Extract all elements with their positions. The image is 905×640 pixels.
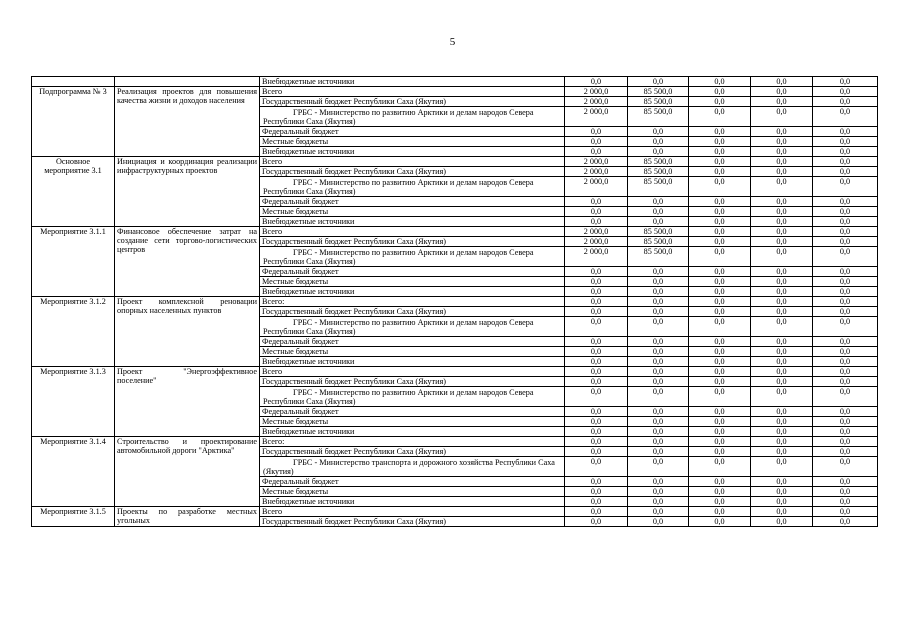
- amount-cell: 2 000,0: [565, 177, 628, 197]
- amount-cell: 0,0: [565, 137, 628, 147]
- amount-cell: 0,0: [751, 107, 813, 127]
- amount-cell: 0,0: [689, 387, 751, 407]
- amount-cell: 0,0: [751, 177, 813, 197]
- amount-cell: 0,0: [565, 297, 628, 307]
- amount-cell: 0,0: [565, 367, 628, 377]
- amount-cell: 2 000,0: [565, 107, 628, 127]
- funding-source: Всего: [260, 87, 565, 97]
- program-name: Проекты по разработке местных угольных: [115, 507, 260, 527]
- amount-cell: 0,0: [628, 297, 689, 307]
- amount-cell: 2 000,0: [565, 247, 628, 267]
- amount-cell: 0,0: [565, 497, 628, 507]
- amount-cell: 0,0: [689, 357, 751, 367]
- amount-cell: 0,0: [689, 267, 751, 277]
- funding-source: ГРБС - Министерство по развитию Арктики и делам народов Севера Республики Саха (Якутия): [260, 317, 565, 337]
- amount-cell: 0,0: [628, 307, 689, 317]
- amount-cell: 0,0: [628, 507, 689, 517]
- program-name: Строительство и проектирование автомобильной дороги "Арктика": [115, 437, 260, 507]
- amount-cell: 0,0: [628, 277, 689, 287]
- amount-cell: 0,0: [751, 97, 813, 107]
- amount-cell: 0,0: [689, 457, 751, 477]
- amount-cell: 85 500,0: [628, 227, 689, 237]
- amount-cell: 0,0: [751, 317, 813, 337]
- amount-cell: 0,0: [628, 267, 689, 277]
- program-name: Реализация проектов для повышения качества жизни и доходов населения: [115, 87, 260, 157]
- amount-cell: 0,0: [751, 77, 813, 87]
- amount-cell: 0,0: [689, 507, 751, 517]
- amount-cell: 0,0: [813, 227, 878, 237]
- amount-cell: 0,0: [813, 347, 878, 357]
- amount-cell: 0,0: [628, 437, 689, 447]
- amount-cell: 0,0: [565, 357, 628, 367]
- amount-cell: 0,0: [813, 387, 878, 407]
- amount-cell: 0,0: [565, 487, 628, 497]
- table-row: [32, 157, 878, 167]
- amount-cell: 0,0: [565, 507, 628, 517]
- amount-cell: 0,0: [628, 197, 689, 207]
- amount-cell: 0,0: [565, 417, 628, 427]
- amount-cell: 0,0: [565, 447, 628, 457]
- amount-cell: 0,0: [628, 77, 689, 87]
- amount-cell: 0,0: [628, 517, 689, 527]
- funding-source: Всего: [260, 157, 565, 167]
- amount-cell: 0,0: [813, 147, 878, 157]
- amount-cell: 0,0: [813, 77, 878, 87]
- amount-cell: 0,0: [689, 517, 751, 527]
- amount-cell: 0,0: [628, 347, 689, 357]
- amount-cell: 0,0: [565, 307, 628, 317]
- amount-cell: 0,0: [565, 277, 628, 287]
- table-row: [32, 507, 878, 517]
- amount-cell: 0,0: [751, 447, 813, 457]
- amount-cell: 0,0: [813, 167, 878, 177]
- amount-cell: 85 500,0: [628, 237, 689, 247]
- amount-cell: 85 500,0: [628, 167, 689, 177]
- amount-cell: 0,0: [628, 407, 689, 417]
- amount-cell: 0,0: [628, 377, 689, 387]
- amount-cell: 0,0: [813, 377, 878, 387]
- amount-cell: 0,0: [813, 477, 878, 487]
- amount-cell: 0,0: [628, 207, 689, 217]
- amount-cell: 0,0: [813, 277, 878, 287]
- amount-cell: 0,0: [751, 157, 813, 167]
- amount-cell: 85 500,0: [628, 97, 689, 107]
- amount-cell: 0,0: [813, 447, 878, 457]
- amount-cell: 0,0: [689, 177, 751, 197]
- amount-cell: 0,0: [628, 127, 689, 137]
- amount-cell: 0,0: [689, 87, 751, 97]
- funding-source: Федеральный бюджет: [260, 267, 565, 277]
- amount-cell: 0,0: [628, 287, 689, 297]
- amount-cell: 0,0: [689, 497, 751, 507]
- amount-cell: 85 500,0: [628, 247, 689, 267]
- funding-source: Государственный бюджет Республики Саха (Якутия): [260, 167, 565, 177]
- amount-cell: 0,0: [628, 477, 689, 487]
- amount-cell: 0,0: [628, 317, 689, 337]
- amount-cell: 2 000,0: [565, 227, 628, 237]
- amount-cell: 0,0: [751, 427, 813, 437]
- amount-cell: 0,0: [751, 357, 813, 367]
- amount-cell: 0,0: [751, 477, 813, 487]
- amount-cell: 0,0: [689, 487, 751, 497]
- amount-cell: 0,0: [813, 197, 878, 207]
- amount-cell: 0,0: [751, 207, 813, 217]
- funding-source: ГРБС - Министерство по развитию Арктики и делам народов Севера Республики Саха (Якутия): [260, 107, 565, 127]
- funding-source: Внебюджетные источники: [260, 427, 565, 437]
- amount-cell: 0,0: [813, 87, 878, 97]
- amount-cell: 0,0: [689, 277, 751, 287]
- amount-cell: 0,0: [565, 287, 628, 297]
- program-name: Проект комплексной реновации опорных населенных пунктов: [115, 297, 260, 367]
- amount-cell: 0,0: [751, 497, 813, 507]
- program-code: [32, 77, 115, 87]
- funding-source: Внебюджетные источники: [260, 357, 565, 367]
- amount-cell: 0,0: [689, 197, 751, 207]
- amount-cell: 0,0: [751, 377, 813, 387]
- amount-cell: 0,0: [813, 487, 878, 497]
- program-code: Мероприятие 3.1.5: [32, 507, 115, 527]
- amount-cell: 0,0: [565, 457, 628, 477]
- amount-cell: 0,0: [689, 157, 751, 167]
- amount-cell: 0,0: [628, 137, 689, 147]
- funding-source: Всего: [260, 367, 565, 377]
- amount-cell: 0,0: [751, 197, 813, 207]
- amount-cell: 0,0: [689, 247, 751, 267]
- amount-cell: 0,0: [751, 217, 813, 227]
- amount-cell: 85 500,0: [628, 177, 689, 197]
- amount-cell: 0,0: [689, 377, 751, 387]
- amount-cell: 0,0: [751, 227, 813, 237]
- program-code: Основное мероприятие 3.1: [32, 157, 115, 227]
- amount-cell: 0,0: [751, 277, 813, 287]
- program-name: [115, 77, 260, 87]
- program-code: Мероприятие 3.1.1: [32, 227, 115, 297]
- funding-source: Федеральный бюджет: [260, 127, 565, 137]
- amount-cell: 0,0: [813, 407, 878, 417]
- amount-cell: 0,0: [813, 157, 878, 167]
- amount-cell: 0,0: [751, 127, 813, 137]
- amount-cell: 0,0: [813, 517, 878, 527]
- amount-cell: 85 500,0: [628, 157, 689, 167]
- amount-cell: 0,0: [813, 507, 878, 517]
- funding-source: Государственный бюджет Республики Саха (Якутия): [260, 97, 565, 107]
- amount-cell: 0,0: [628, 497, 689, 507]
- amount-cell: 0,0: [751, 407, 813, 417]
- amount-cell: 0,0: [565, 437, 628, 447]
- amount-cell: 0,0: [689, 107, 751, 127]
- amount-cell: 0,0: [689, 297, 751, 307]
- amount-cell: 0,0: [565, 477, 628, 487]
- amount-cell: 0,0: [689, 447, 751, 457]
- amount-cell: 0,0: [813, 427, 878, 437]
- amount-cell: 0,0: [751, 137, 813, 147]
- amount-cell: 0,0: [813, 247, 878, 267]
- amount-cell: 0,0: [689, 227, 751, 237]
- amount-cell: 0,0: [813, 177, 878, 197]
- amount-cell: 0,0: [751, 437, 813, 447]
- funding-source: ГРБС - Министерство по развитию Арктики и делам народов Севера Республики Саха (Якутия): [260, 387, 565, 407]
- funding-source: Внебюджетные источники: [260, 147, 565, 157]
- table-row: [32, 367, 878, 377]
- amount-cell: 2 000,0: [565, 167, 628, 177]
- amount-cell: 0,0: [565, 207, 628, 217]
- amount-cell: 2 000,0: [565, 157, 628, 167]
- amount-cell: 0,0: [565, 217, 628, 227]
- financing-table: [31, 76, 878, 527]
- funding-source: ГРБС - Министерство по развитию Арктики и делам народов Севера Республики Саха (Якутия): [260, 247, 565, 267]
- amount-cell: 0,0: [751, 417, 813, 427]
- amount-cell: 0,0: [751, 367, 813, 377]
- amount-cell: 0,0: [565, 267, 628, 277]
- amount-cell: 0,0: [628, 427, 689, 437]
- amount-cell: 0,0: [813, 127, 878, 137]
- table-row: [32, 87, 878, 97]
- amount-cell: 0,0: [689, 77, 751, 87]
- page-number: 5: [449, 36, 456, 48]
- amount-cell: 0,0: [813, 367, 878, 377]
- funding-source: Федеральный бюджет: [260, 477, 565, 487]
- funding-source: Местные бюджеты: [260, 347, 565, 357]
- amount-cell: 0,0: [813, 267, 878, 277]
- program-code: Подпрограмма № 3: [32, 87, 115, 157]
- amount-cell: 0,0: [565, 517, 628, 527]
- program-code: Мероприятие 3.1.2: [32, 297, 115, 367]
- amount-cell: 0,0: [565, 347, 628, 357]
- amount-cell: 0,0: [751, 247, 813, 267]
- amount-cell: 0,0: [751, 337, 813, 347]
- program-code: Мероприятие 3.1.3: [32, 367, 115, 437]
- amount-cell: 0,0: [565, 427, 628, 437]
- amount-cell: 0,0: [565, 147, 628, 157]
- amount-cell: 0,0: [628, 447, 689, 457]
- amount-cell: 0,0: [751, 87, 813, 97]
- amount-cell: 0,0: [689, 437, 751, 447]
- amount-cell: 0,0: [565, 317, 628, 337]
- program-name: Финансовое обеспечение затрат на создание сети торгово-логистических центров: [115, 227, 260, 297]
- amount-cell: 0,0: [689, 237, 751, 247]
- amount-cell: 0,0: [813, 97, 878, 107]
- funding-source: Государственный бюджет Республики Саха (Якутия): [260, 307, 565, 317]
- funding-source: Государственный бюджет Республики Саха (Якутия): [260, 447, 565, 457]
- amount-cell: 0,0: [751, 287, 813, 297]
- amount-cell: 2 000,0: [565, 237, 628, 247]
- funding-source: Федеральный бюджет: [260, 407, 565, 417]
- amount-cell: 0,0: [813, 457, 878, 477]
- amount-cell: 0,0: [813, 437, 878, 447]
- amount-cell: 0,0: [813, 237, 878, 247]
- amount-cell: 0,0: [565, 197, 628, 207]
- amount-cell: 0,0: [813, 317, 878, 337]
- table-row: [32, 77, 878, 87]
- amount-cell: 0,0: [813, 287, 878, 297]
- amount-cell: 0,0: [751, 307, 813, 317]
- amount-cell: 85 500,0: [628, 87, 689, 97]
- amount-cell: 0,0: [628, 487, 689, 497]
- amount-cell: 0,0: [689, 317, 751, 337]
- amount-cell: 0,0: [751, 147, 813, 157]
- amount-cell: 0,0: [813, 417, 878, 427]
- amount-cell: 0,0: [813, 297, 878, 307]
- amount-cell: 0,0: [689, 127, 751, 137]
- amount-cell: 85 500,0: [628, 107, 689, 127]
- amount-cell: 0,0: [689, 407, 751, 417]
- amount-cell: 0,0: [751, 347, 813, 357]
- funding-source: Местные бюджеты: [260, 277, 565, 287]
- amount-cell: 0,0: [689, 307, 751, 317]
- amount-cell: 0,0: [628, 147, 689, 157]
- amount-cell: 0,0: [689, 477, 751, 487]
- amount-cell: 0,0: [565, 407, 628, 417]
- amount-cell: 0,0: [813, 217, 878, 227]
- funding-source: Федеральный бюджет: [260, 197, 565, 207]
- funding-source: Внебюджетные источники: [260, 77, 565, 87]
- funding-source: ГРБС - Министерство транспорта и дорожного хозяйства Республики Саха (Якутия): [260, 457, 565, 477]
- amount-cell: 0,0: [689, 167, 751, 177]
- amount-cell: 0,0: [751, 297, 813, 307]
- amount-cell: 0,0: [689, 147, 751, 157]
- amount-cell: 0,0: [689, 287, 751, 297]
- funding-source: Всего:: [260, 297, 565, 307]
- amount-cell: 0,0: [813, 137, 878, 147]
- amount-cell: 0,0: [565, 377, 628, 387]
- amount-cell: 0,0: [689, 427, 751, 437]
- program-name: Инициация и координация реализации инфраструктурных проектов: [115, 157, 260, 227]
- amount-cell: 0,0: [751, 507, 813, 517]
- table-row: [32, 227, 878, 237]
- amount-cell: 0,0: [628, 367, 689, 377]
- funding-source: Местные бюджеты: [260, 207, 565, 217]
- amount-cell: 2 000,0: [565, 97, 628, 107]
- amount-cell: 0,0: [565, 337, 628, 347]
- funding-source: Всего: [260, 507, 565, 517]
- amount-cell: 0,0: [628, 387, 689, 407]
- amount-cell: 0,0: [689, 417, 751, 427]
- funding-source: Всего:: [260, 437, 565, 447]
- amount-cell: 0,0: [565, 77, 628, 87]
- funding-source: ГРБС - Министерство по развитию Арктики и делам народов Севера Республики Саха (Якутия): [260, 177, 565, 197]
- amount-cell: 0,0: [813, 207, 878, 217]
- amount-cell: 0,0: [751, 237, 813, 247]
- amount-cell: 0,0: [689, 347, 751, 357]
- amount-cell: 0,0: [813, 337, 878, 347]
- funding-source: Всего: [260, 227, 565, 237]
- amount-cell: 0,0: [628, 337, 689, 347]
- table-row: [32, 437, 878, 447]
- amount-cell: 0,0: [751, 517, 813, 527]
- program-name: Проект "Энергоэффективное поселение": [115, 367, 260, 437]
- amount-cell: 2 000,0: [565, 87, 628, 97]
- amount-cell: 0,0: [565, 387, 628, 407]
- funding-source: Федеральный бюджет: [260, 337, 565, 347]
- funding-source: Внебюджетные источники: [260, 497, 565, 507]
- amount-cell: 0,0: [813, 357, 878, 367]
- amount-cell: 0,0: [628, 217, 689, 227]
- amount-cell: 0,0: [751, 457, 813, 477]
- amount-cell: 0,0: [751, 267, 813, 277]
- amount-cell: 0,0: [689, 97, 751, 107]
- amount-cell: 0,0: [689, 217, 751, 227]
- funding-source: Внебюджетные источники: [260, 287, 565, 297]
- amount-cell: 0,0: [813, 497, 878, 507]
- amount-cell: 0,0: [689, 367, 751, 377]
- amount-cell: 0,0: [628, 357, 689, 367]
- amount-cell: 0,0: [565, 127, 628, 137]
- amount-cell: 0,0: [751, 167, 813, 177]
- amount-cell: 0,0: [628, 457, 689, 477]
- amount-cell: 0,0: [813, 107, 878, 127]
- funding-source: Местные бюджеты: [260, 137, 565, 147]
- table-row: [32, 297, 878, 307]
- amount-cell: 0,0: [751, 487, 813, 497]
- funding-source: Местные бюджеты: [260, 417, 565, 427]
- amount-cell: 0,0: [689, 137, 751, 147]
- funding-source: Местные бюджеты: [260, 487, 565, 497]
- amount-cell: 0,0: [813, 307, 878, 317]
- funding-source: Государственный бюджет Республики Саха (Якутия): [260, 377, 565, 387]
- funding-source: Внебюджетные источники: [260, 217, 565, 227]
- amount-cell: 0,0: [751, 387, 813, 407]
- amount-cell: 0,0: [689, 337, 751, 347]
- funding-source: Государственный бюджет Республики Саха (Якутия): [260, 517, 565, 527]
- program-code: Мероприятие 3.1.4: [32, 437, 115, 507]
- amount-cell: 0,0: [689, 207, 751, 217]
- amount-cell: 0,0: [628, 417, 689, 427]
- funding-source: Государственный бюджет Республики Саха (Якутия): [260, 237, 565, 247]
